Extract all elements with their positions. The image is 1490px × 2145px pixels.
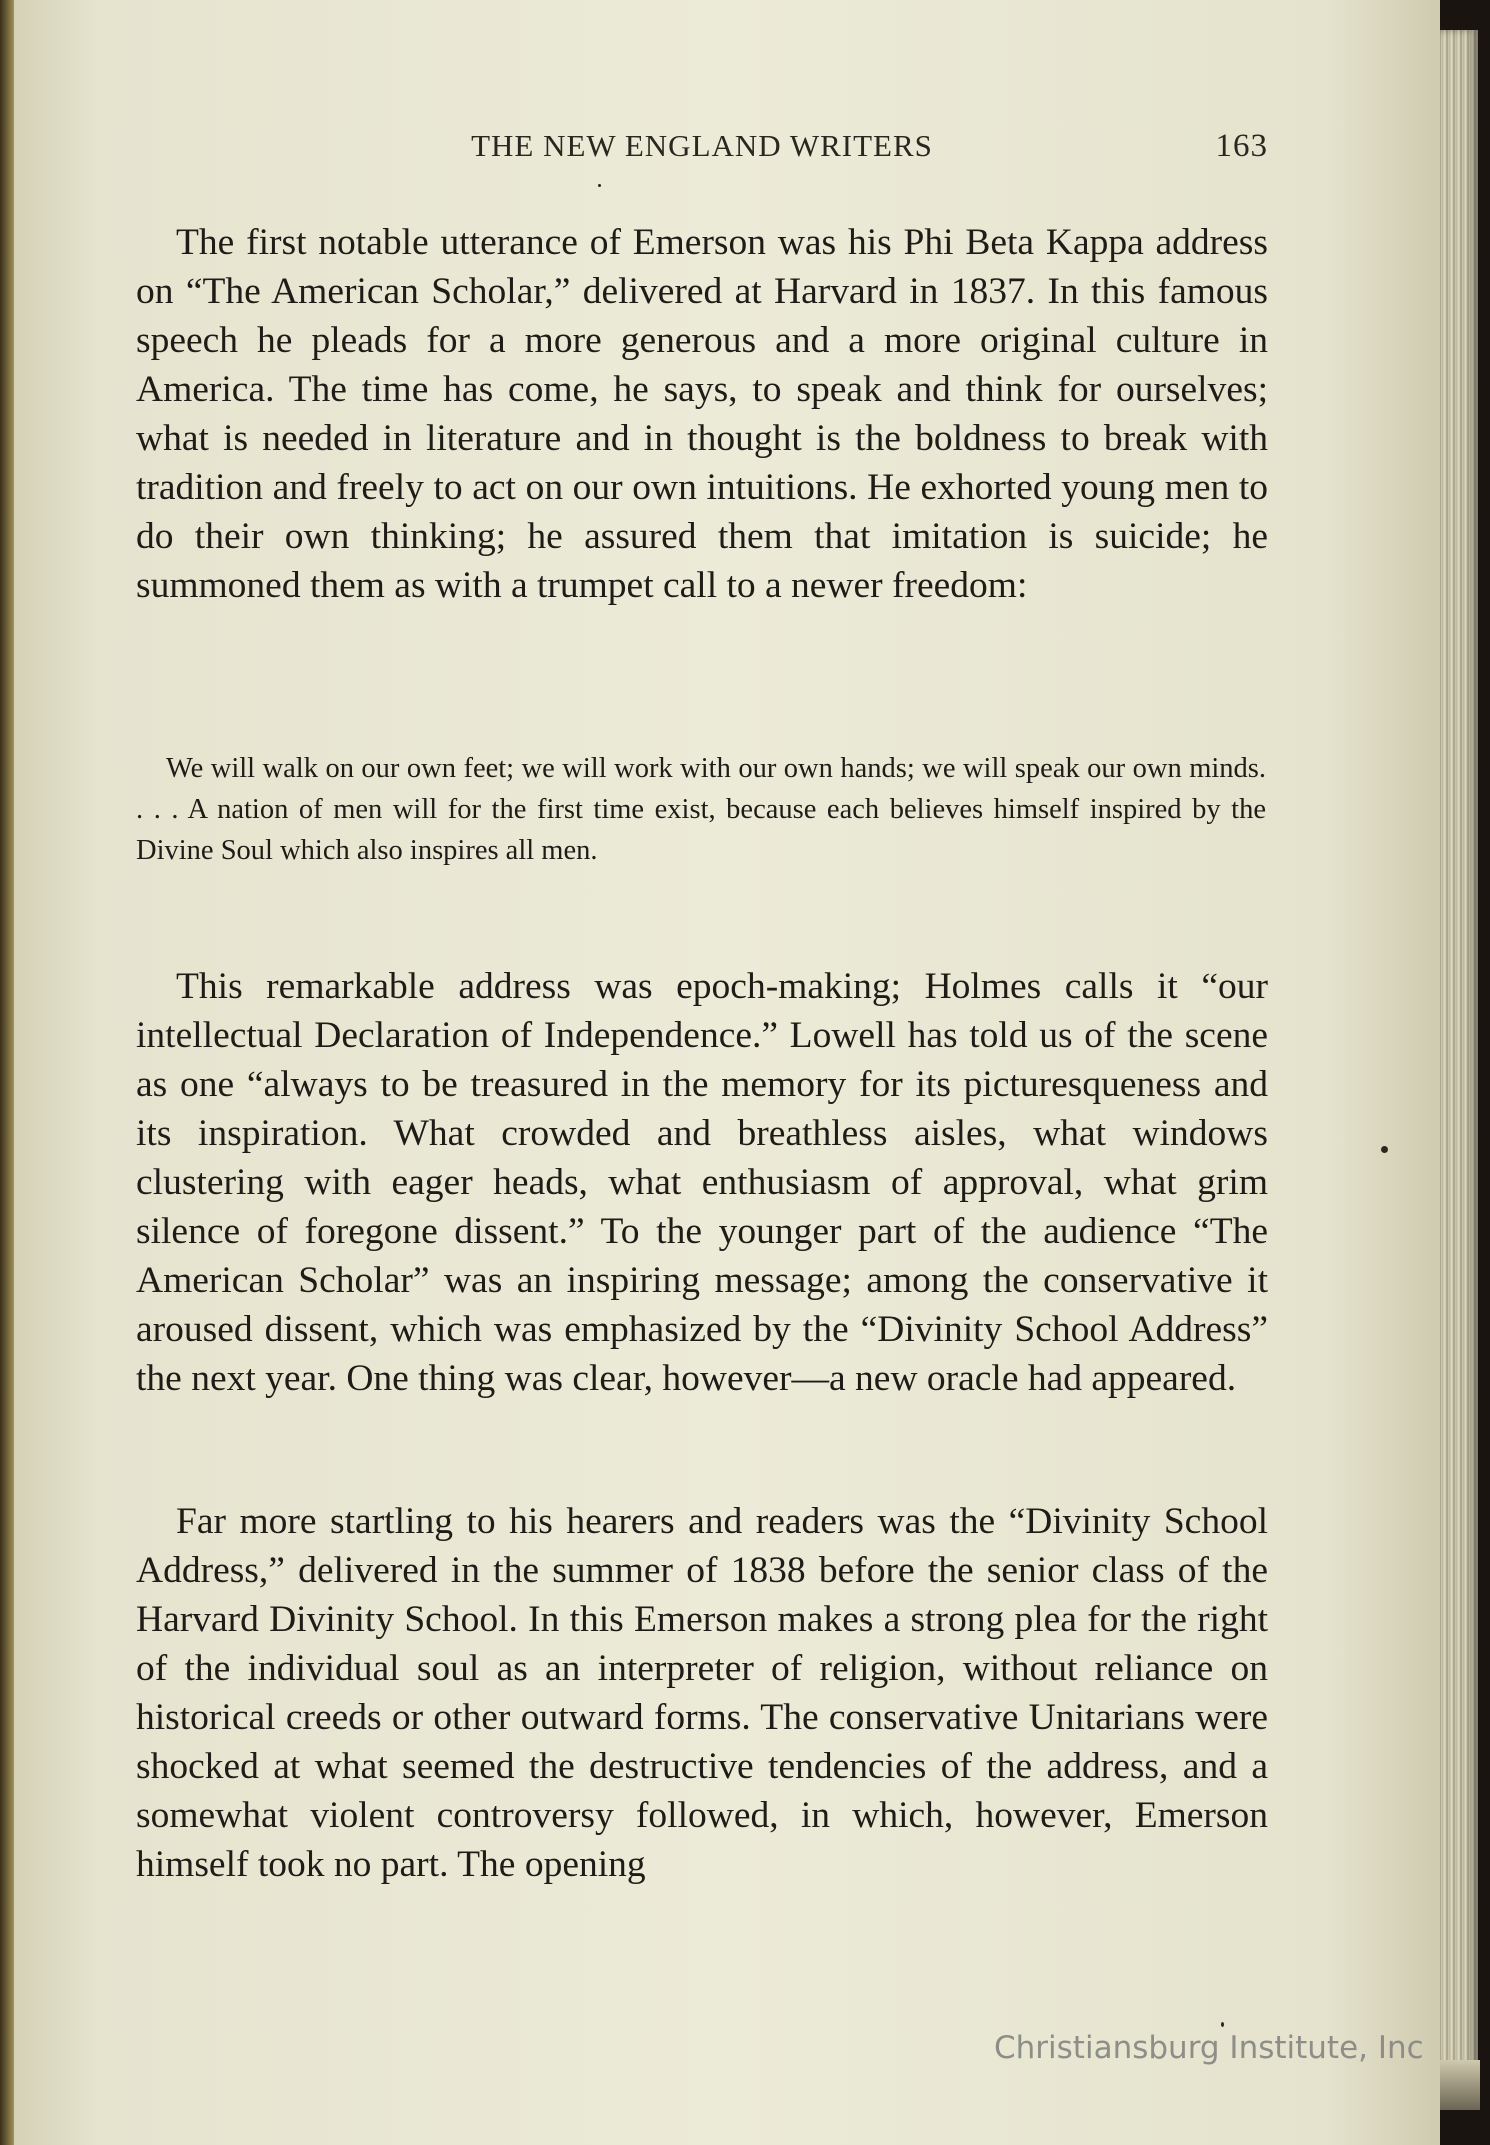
paragraph-3: Far more startling to his hearers and readers was the “Divinity School Address,” delivered in the summer of 1838 before the senior class of the Harvard Divinity School. In this Emerson makes a strong plea for the right of the individual soul as an interpreter of religion, without reliance on historical creeds or other outward forms. The conservative Unitarians were shocked at what seemed the destructive tendencies of the address, and a somewhat violent controversy followed, in which, however, Emerson himself took no part. The opening xyxy=(136,1501,1268,1885)
running-title: THE NEW ENGLAND WRITERS xyxy=(471,128,933,163)
watermark: Christiansburg Institute, Inc xyxy=(994,2030,1424,2066)
ink-speck xyxy=(1381,1146,1388,1153)
running-header xyxy=(136,128,1268,168)
paragraph-1: The first notable utterance of Emerson was his Phi Beta Kappa address on “The American Scholar,” delivered at Harvard in 1837. In this famous speech he pleads for a more generous and a more original culture in America. The time has come, he says, to speak and think for ourselves; what is needed in literature and in thought is the boldness to break with tradition and freely to act on our own intuitions. He exhorted young men to do their own thinking; he assured them that imitation is suicide; he summoned them as with a trumpet call to a newer freedom: xyxy=(136,222,1268,606)
page-number: 163 xyxy=(1215,128,1268,164)
paragraph-2: This remarkable address was epoch-making; Holmes calls it “our intellectual Declaration of Independence.” Lowell has told us of the scene as one “always to be treasured in the memory for its picturesqueness and its inspiration. What crowded and breathless aisles, what windows clustering with eager heads, what enthusiasm of approval, what grim silence of foregone dissent.” To the younger part of the audience “The American Scholar” was an inspiring message; among the conservative it aroused dissent, which was emphasized by the “Divinity School Address” the next year. One thing was clear, however—a new oracle had appeared. xyxy=(136,966,1268,1399)
ink-speck xyxy=(1221,2022,1224,2027)
block-quote: We will walk on our own feet; we will work with our own hands; we will speak our own minds. . . . A nation of men will for the first time exist, because each believes himself inspired by the Divine Soul which also inspires all men. xyxy=(136,753,1266,866)
ink-speck xyxy=(598,184,601,187)
